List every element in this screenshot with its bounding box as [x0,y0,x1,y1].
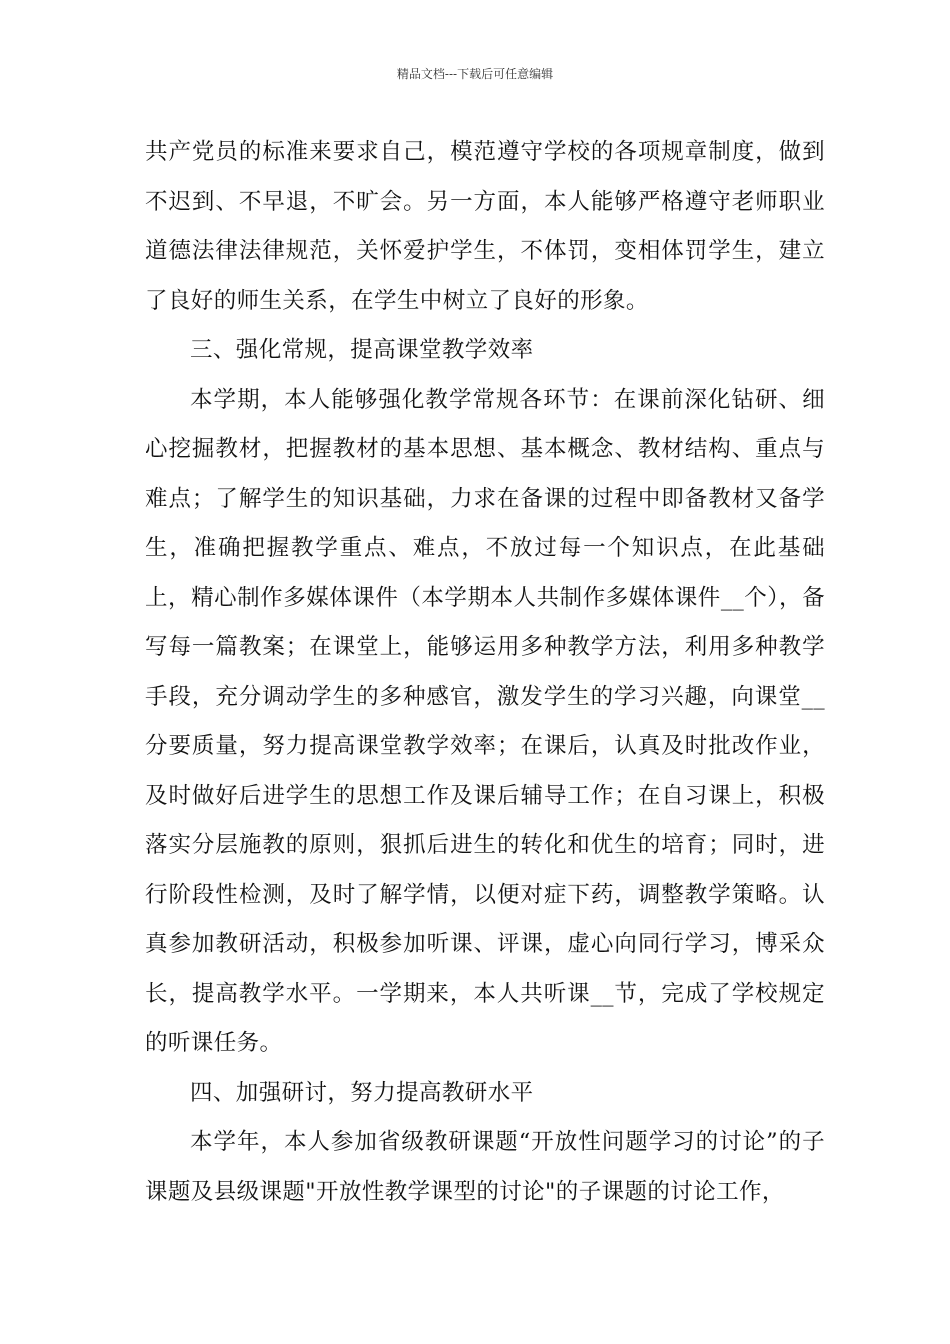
section-heading-3: 三、强化常规，提高课堂教学效率 [190,337,534,363]
document-body [145,128,825,1217]
section-heading-4: 四、加强研讨，努力提高教研水平 [190,1079,534,1106]
paragraph-2: 本学期，本人能够强化教学常规各环节：在课前深化钻研、细心挖掘教材，把握教材的基本思想、基本概念、教材结构、重点与难点；了解学生的知识基础，力求在备课的过程中即备教材又备学生，准确把握教学重点、难点，不放过每一个知识点，在此基础上，精心制作多媒体课件（本学期本人共制作多媒体课件__个），备写每一篇教案；在课堂上，能够运用多种教学方法，利用多种教学手段，充分调动学生的多种感官，激发学生的学习兴趣，向课堂__分要质量，努力提高课堂教学效率；在课后，认真及时批改作业，及时做好后进学生的思想工作及课后辅导工作；在自习课上，积极落实分层施教的原则，狠抓后进生的转化和优生的培育；同时，进行阶段性检测，及时了解学情，以便对症下药，调整教学策略。认真参加教研活动，积极参加听课、评课，虚心向同行学习，博采众长，提高教学水平。一学期来，本人共听课__节，完成了学校规定的听课任务。 [145,386,825,1056]
paragraph-1: 共产党员的标准来要求自己，模范遵守学校的各项规章制度，做到不迟到、不早退，不旷会。另一方面，本人能够严格遵守老师职业道德法律法律规范，关怀爱护学生，不体罚，变相体罚学生，建立了良好的师生关系，在学生中树立了良好的形象。 [145,139,825,314]
paragraph-3: 本学年，本人参加省级教研课题“开放性问题学习的讨论”的子课题及县级课题"开放性教学课型的讨论"的子课题的讨论工作， [145,1129,825,1205]
page-header: 精品文档---下载后可任意编辑 [396,67,554,81]
